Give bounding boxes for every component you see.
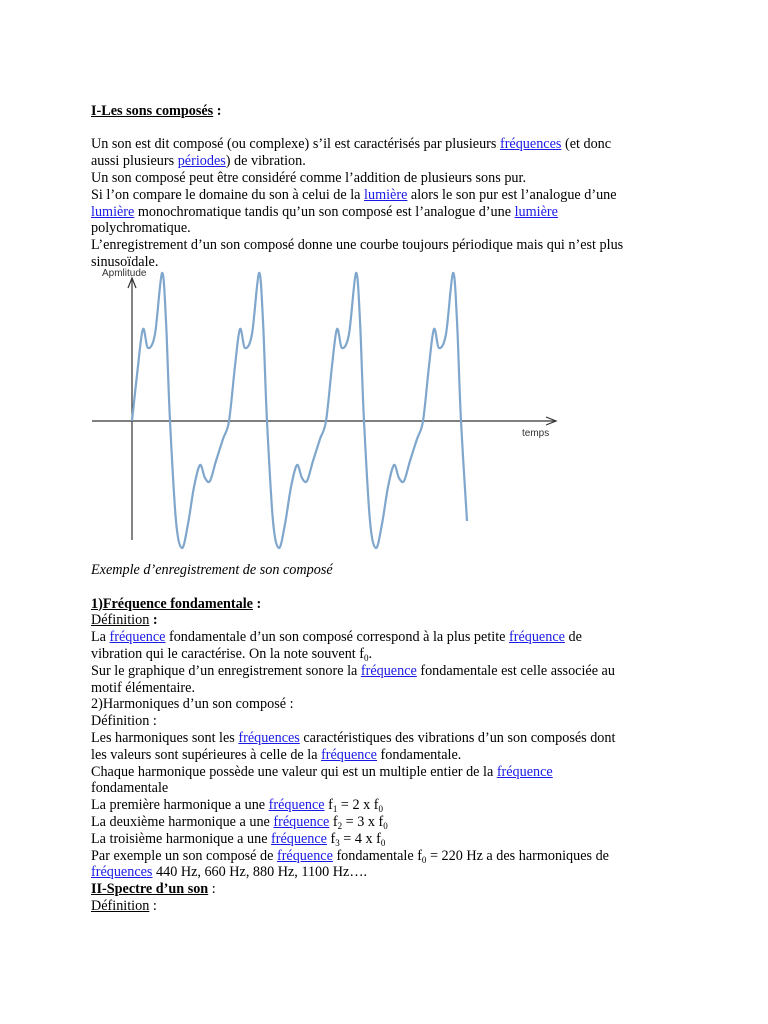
link-frequences[interactable]: fréquences bbox=[499, 136, 562, 153]
link-frequence[interactable]: fréquence bbox=[360, 662, 417, 679]
subscript: 0 bbox=[421, 854, 427, 865]
paragraph-line bbox=[91, 730, 691, 747]
text: : bbox=[149, 897, 157, 914]
text: f bbox=[324, 797, 333, 814]
text: Définition bbox=[91, 612, 150, 629]
link-lumiere[interactable]: lumière bbox=[514, 203, 558, 220]
link-frequence[interactable]: fréquence bbox=[273, 813, 330, 830]
waveform-curve bbox=[132, 273, 467, 548]
text: = 4 x f bbox=[339, 830, 381, 847]
link-frequence[interactable]: fréquence bbox=[496, 763, 553, 780]
paragraph-line: motif élémentaire. bbox=[91, 679, 195, 696]
harmonic-line bbox=[91, 797, 691, 814]
text: f bbox=[329, 813, 338, 830]
text: ) de vibration. bbox=[225, 153, 306, 170]
text: : bbox=[149, 612, 158, 629]
text: monochromatique tandis qu’un son composé est l’analogue d’une bbox=[134, 203, 515, 220]
subscript: 0 bbox=[380, 837, 386, 848]
paragraph-line bbox=[91, 187, 691, 204]
link-lumiere[interactable]: lumière bbox=[364, 186, 408, 203]
text: La troisième harmonique a une bbox=[91, 830, 272, 847]
link-frequence[interactable]: fréquence bbox=[509, 629, 565, 646]
harmonic-line bbox=[91, 814, 691, 831]
subscript: 1 bbox=[332, 804, 338, 815]
paragraph-line: Un son composé peut être considéré comme l’addition de plusieurs sons pur. bbox=[91, 169, 526, 186]
text: de bbox=[564, 629, 582, 646]
link-lumiere[interactable]: lumière bbox=[91, 203, 135, 220]
subscript: 3 bbox=[335, 837, 340, 848]
text: = 220 Hz a des harmoniques de bbox=[426, 847, 609, 864]
paragraph-line bbox=[91, 136, 691, 153]
text: f bbox=[326, 830, 336, 847]
section-title: I-Les sons composés bbox=[91, 102, 214, 119]
text: La bbox=[91, 629, 110, 646]
text: Chaque harmonique possède une valeur qui est un multiple entier de la bbox=[91, 763, 497, 780]
section-title: 1)Fréquence fondamentale bbox=[91, 595, 253, 612]
y-axis-label: Apmlitude bbox=[102, 268, 147, 279]
paragraph-line bbox=[91, 153, 691, 170]
subscript: 0 bbox=[378, 804, 383, 815]
text: (et donc bbox=[561, 136, 612, 153]
waveform-figure bbox=[88, 262, 568, 558]
definition-label bbox=[91, 898, 691, 915]
link-frequences[interactable]: fréquences bbox=[238, 729, 300, 746]
subsection-title: 2)Harmoniques d’un son composé : bbox=[91, 696, 294, 713]
paragraph-line: L’enregistrement d’un son composé donne une courbe toujours périodique mais qui n’est plus bbox=[91, 237, 624, 254]
document-page bbox=[91, 86, 691, 271]
link-frequences[interactable]: fréquences bbox=[91, 864, 153, 881]
text: = 2 x f bbox=[337, 797, 379, 814]
text: Les harmoniques sont les bbox=[91, 729, 239, 746]
text: Un son est dit composé (ou complexe) s’il est caractérisés par plusieurs bbox=[91, 136, 500, 153]
subscript: 2 bbox=[337, 820, 343, 831]
subscript: 0 bbox=[383, 820, 388, 831]
link-periodes[interactable]: périodes bbox=[177, 153, 226, 170]
text: Si l’on compare le domaine du son à celui de la bbox=[91, 186, 365, 203]
title-suffix: : bbox=[252, 595, 262, 612]
paragraph-line bbox=[91, 864, 691, 881]
text: fondamentale est celle associée au bbox=[416, 662, 615, 679]
text: vibration qui le caractérise. On la note souvent f bbox=[91, 645, 365, 662]
x-axis-label: temps bbox=[522, 428, 550, 439]
link-frequence[interactable]: fréquence bbox=[276, 847, 333, 864]
definition-label bbox=[91, 612, 691, 629]
section-heading bbox=[91, 596, 691, 613]
paragraph-line bbox=[91, 204, 691, 221]
section-heading bbox=[91, 103, 691, 120]
text: La première harmonique a une bbox=[91, 797, 269, 814]
link-frequence[interactable]: fréquence bbox=[109, 629, 166, 646]
text: Définition bbox=[91, 897, 150, 914]
text: les valeurs sont supérieures à celle de la bbox=[91, 746, 322, 763]
figure-caption: Exemple d’enregistrement de son composé bbox=[91, 562, 333, 578]
paragraph-line bbox=[91, 764, 691, 781]
document-page-2 bbox=[91, 562, 691, 915]
link-frequence[interactable]: fréquence bbox=[268, 797, 325, 814]
paragraph-line: sinusoïdale. bbox=[91, 253, 159, 270]
text: aussi plusieurs bbox=[91, 153, 178, 170]
paragraph-line bbox=[91, 747, 691, 764]
link-frequence[interactable]: fréquence bbox=[321, 746, 377, 763]
text: fondamentale d’un son composé correspond à la plus petite bbox=[165, 629, 509, 646]
text: . bbox=[368, 645, 373, 662]
paragraph-line bbox=[91, 646, 691, 663]
text: Sur le graphique d’un enregistrement sonore la bbox=[91, 662, 361, 679]
definition-label: Définition : bbox=[91, 713, 157, 730]
text: Par exemple un son composé de bbox=[91, 847, 277, 864]
paragraph-line bbox=[91, 629, 691, 646]
paragraph-line: fondamentale bbox=[91, 780, 169, 797]
title-suffix: : bbox=[213, 102, 222, 119]
text: caractéristiques des vibrations d’un son composés dont bbox=[299, 729, 616, 746]
text: fondamentale f bbox=[332, 847, 422, 864]
paragraph-line bbox=[91, 663, 691, 680]
text: 440 Hz, 660 Hz, 880 Hz, 1100 Hz…. bbox=[152, 864, 368, 881]
text: alors le son pur est l’analogue d’une bbox=[407, 186, 617, 203]
harmonic-line bbox=[91, 831, 691, 848]
subscript: 0 bbox=[364, 652, 369, 663]
text: La deuxième harmonique a une bbox=[91, 813, 274, 830]
title-suffix: : bbox=[208, 881, 216, 898]
paragraph-line bbox=[91, 848, 691, 865]
link-frequence[interactable]: fréquence bbox=[271, 830, 327, 847]
text: fondamentale. bbox=[376, 746, 462, 763]
text: = 3 x f bbox=[342, 813, 384, 830]
paragraph-line: polychromatique. bbox=[91, 220, 191, 237]
section-heading bbox=[91, 881, 691, 898]
section-title: II-Spectre d’un son bbox=[91, 881, 209, 898]
